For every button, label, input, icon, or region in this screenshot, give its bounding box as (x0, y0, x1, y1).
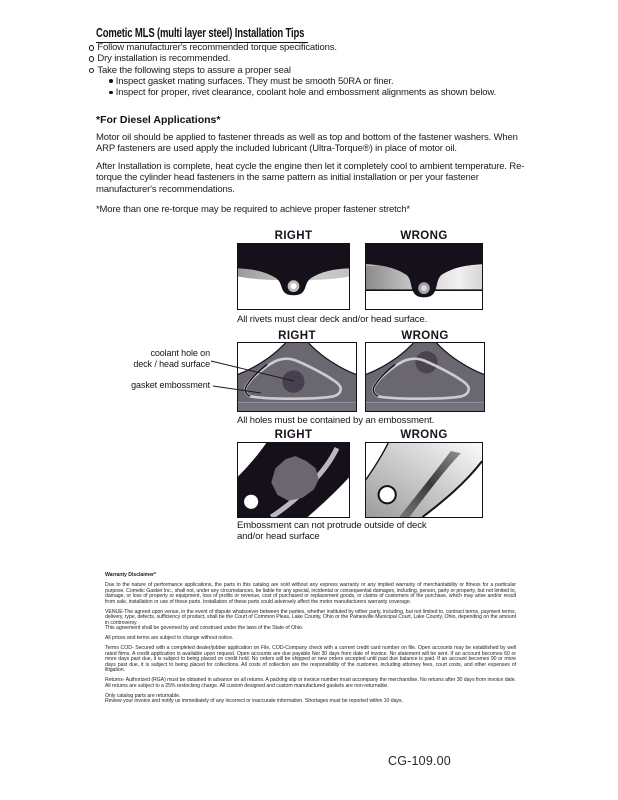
disclaimer-paragraph: Only catalog parts are returnable. (105, 692, 181, 699)
embossment-caption-line1: Embossment can not protrude outside of deck (237, 520, 427, 531)
disclaimer-paragraph: Returns- Authorized (RGA) must be obtained in advance on all returns. A packing slip or invoice number must accompany the merchandise. No returns after 30 days from invoice date. All returns are subject to a 25% restocking charge. All custom designed and custom manufactured gaskets are non-returnable. (105, 677, 516, 689)
list-item (89, 42, 549, 53)
disclaimer-paragraph: All prices and terms are subject to change without notice. (105, 635, 234, 642)
dot-bullet-icon (109, 91, 113, 95)
page-title: Cometic MLS (multi layer steel) Installation Tips (96, 26, 308, 43)
right-label: RIGHT (274, 429, 313, 441)
circle-bullet-icon (89, 56, 94, 61)
right-label: RIGHT (274, 230, 313, 242)
bullet-list (89, 42, 549, 76)
list-item (89, 53, 549, 64)
coolant-hole-label (110, 348, 210, 369)
bullet-text: Dry installation is recommended. (97, 53, 231, 65)
embossment-caption-line2: and/or head surface (237, 531, 320, 542)
coolant-hole-inside-embossment (282, 370, 304, 392)
bullet-text: Take the following steps to assure a proper seal (97, 64, 291, 76)
wrong-label: WRONG (401, 330, 449, 342)
list-item (89, 65, 549, 76)
disclaimer-paragraph: Terms COD- Secured with a completed dealer/jobber application on File, COD-Company check with a current credit card number on file. Open accounts may be established by well rated firms. A credit application is available upon request. Open accounts are due payable Net 30 days from date of invoice. No statement will be sent. If an account becomes 60 or more days past due, it is subject to being placed on credit hold. No orders will be shipped or new orders accepted until past due balance is paid. If an account becomes 90 or more days past due, it is subject to being placed for collections. All costs of collection are the responsibility of the customer, including attorney fees, court costs, and other expenses of litigation. (105, 645, 516, 674)
embossment-right-diagram (237, 442, 350, 518)
rivet-right-diagram (237, 243, 350, 310)
bolt-hole (244, 495, 258, 509)
diesel-paragraph-1: Motor oil should be applied to fastener threads as well as top and bottom of the fastener washers. When ARP fasteners are used apply the included lubricant (Ultra-Torque®) in place of motor oil. (96, 132, 518, 155)
rivet-wrong-illustration (366, 244, 482, 309)
holes-right-illustration (238, 343, 356, 411)
bullet-text: Inspect gasket mating surfaces. They must be smooth 50RA or finer. (115, 75, 394, 87)
disclaimer-heading: Warranty Disclaimer* (105, 572, 156, 578)
embossment-right-illustration (238, 443, 349, 517)
warranty-disclaimer (105, 573, 516, 709)
diesel-paragraph-2: After Installation is complete, heat cycle the engine then let it completely cool to ambient temperature. Re-torque the cylinder head fasteners in the same pattern as initial installation or per your fastener manufacturer's recommendations. (96, 161, 525, 195)
disclaimer-paragraph: Review your invoice and notify us immediately of any incorrect or inaccurate information. Shortages must be reported within 10 days. (105, 698, 403, 705)
disclaimer-paragraph: Due to the nature of performance applications, the parts in this catalog are sold without any express warranty or any implied warranty of merchantability or fitness for a particular purpose. Cometic Gasket Inc., shall not, under any circumstances, be liable for any special, incidental or consequential damages, including, person, party or property, but not limited to, damage, or loss of property or equipment, loss of profits or revenue, cost of purchased or replacement goods, or claims of customers of the purchase, which may arise and/or result from sale, installation or use of these parts. Installation of these parts could adversely affect the motor manufacturers warranty coverage. (105, 582, 516, 605)
rivet-caption: All rivets must clear deck and/or head surface. (237, 314, 428, 325)
diesel-heading: *For Diesel Applications* (96, 114, 221, 126)
embossment-wrong-diagram (365, 442, 483, 518)
list-item (109, 87, 549, 98)
bolt-hole (379, 486, 396, 503)
retorque-note: *More than one re-torque may be required to achieve proper fastener stretch* (96, 204, 410, 215)
bullet-text: Follow manufacturer's recommended torque specifications. (97, 42, 337, 53)
gasket-embossment-label: gasket embossment (131, 380, 210, 390)
coolant-hole-label-line1: coolant hole on (150, 348, 210, 358)
disclaimer-paragraph: This agreement shall be governed by and construed under the laws of the State of Ohio. (105, 625, 304, 632)
holes-wrong-diagram (365, 342, 485, 412)
holes-right-diagram (237, 342, 357, 412)
page-number: CG-109.00 (388, 754, 451, 768)
circle-bullet-icon (89, 45, 94, 50)
list-item (109, 76, 549, 87)
bullet-text: Inspect for proper, rivet clearance, coolant hole and embossment alignments as shown below. (115, 87, 497, 99)
embossment-wrong-illustration (366, 443, 482, 517)
embossment-caption (237, 520, 427, 542)
installation-tips-list (89, 42, 549, 98)
wrong-label: WRONG (400, 230, 448, 242)
disclaimer-paragraph: VENUE-The agreed upon venue, in the event of dispute whatsoever between the parties, whether instituted by either party, including, but not limited to, contract terms, payment terms, delivery, type, defects, sufficiency of product, shall be the Court of Common Pleas, Lake County, Ohio or the Painesville Municipal Court, Lake County, Ohio, depending on the amount in controversy. (105, 608, 516, 626)
wrong-label: WRONG (400, 429, 448, 441)
rivet-wrong-diagram (365, 243, 483, 310)
right-label: RIGHT (278, 330, 316, 342)
holes-wrong-illustration (366, 343, 484, 411)
rivet-right-illustration (238, 244, 349, 309)
dot-bullet-icon (109, 79, 113, 83)
sub-bullet-list (109, 76, 549, 99)
coolant-hole-label-line2: deck / head surface (133, 358, 210, 369)
holes-caption: All holes must be contained by an embossment. (237, 415, 435, 426)
circle-bullet-icon (89, 68, 94, 73)
